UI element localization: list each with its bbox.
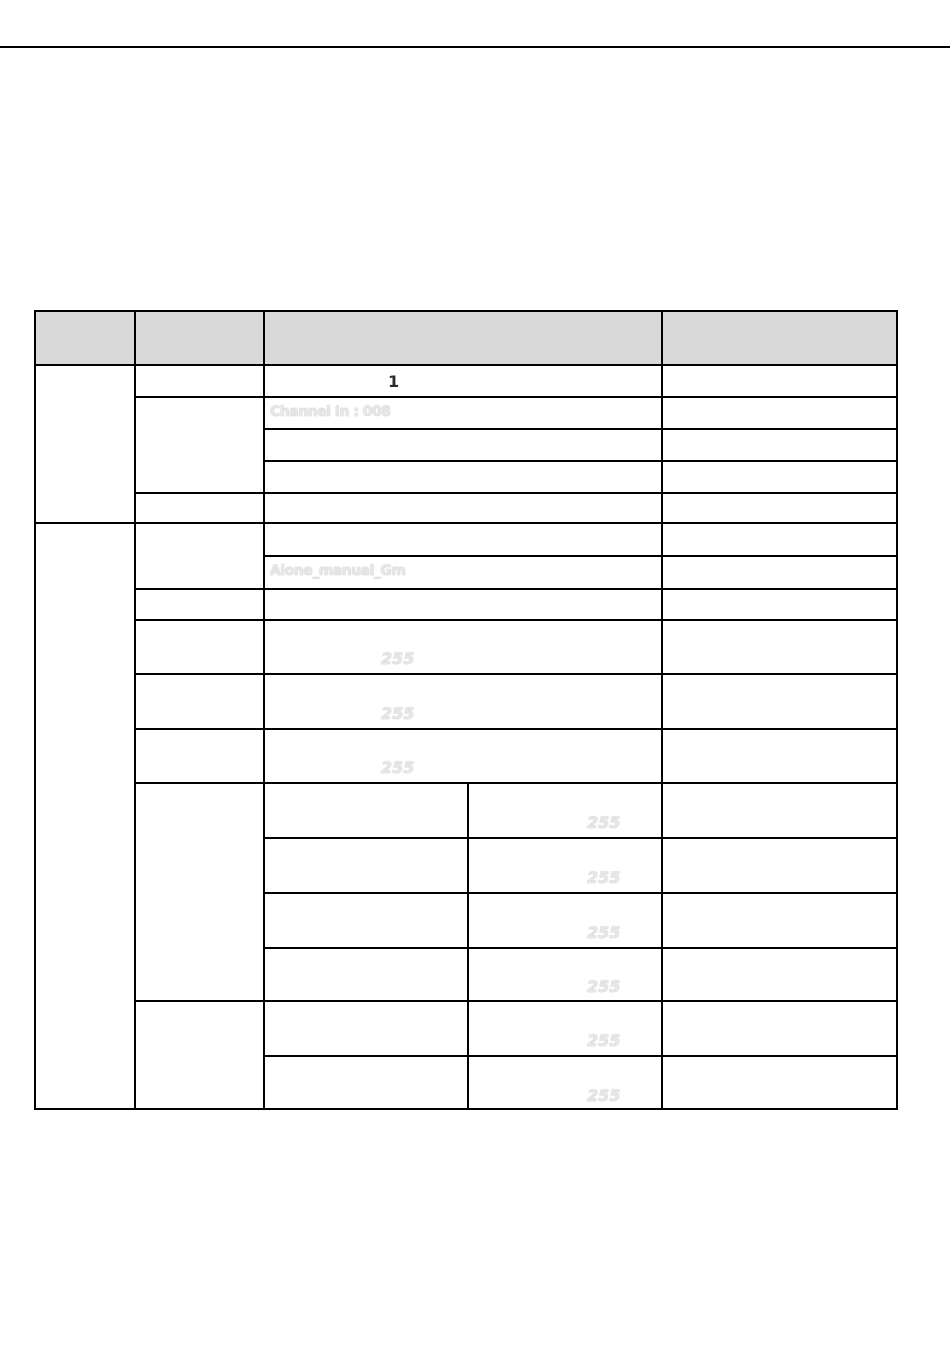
value-cell-6 bbox=[263, 522, 661, 557]
sub-cell-8 bbox=[134, 728, 263, 784]
split-right-3 bbox=[467, 892, 661, 949]
split-left-3 bbox=[263, 892, 469, 949]
value-cell-1 bbox=[263, 364, 661, 398]
note-cell-10 bbox=[661, 673, 898, 730]
split-left-1 bbox=[263, 782, 469, 839]
sub-cell-5 bbox=[134, 588, 263, 621]
header-cell-1 bbox=[34, 310, 134, 366]
value-cell-5 bbox=[263, 492, 661, 524]
sub-cell-4 bbox=[134, 522, 263, 590]
sub-cell-1 bbox=[134, 364, 263, 398]
split-right-2 bbox=[467, 837, 661, 894]
mode-label: Alone_manual_Gm bbox=[270, 563, 406, 579]
max-value-s4: 255 bbox=[587, 977, 621, 996]
sub-cell-3 bbox=[134, 492, 263, 524]
max-value-t2: 255 bbox=[587, 1086, 621, 1105]
max-value-r2: 255 bbox=[381, 704, 415, 723]
note-cell-4 bbox=[661, 460, 898, 494]
sub-cell-7 bbox=[134, 673, 263, 730]
note-cell-2 bbox=[661, 396, 898, 430]
value-cell-10 bbox=[263, 673, 661, 730]
sub-cell-9 bbox=[134, 782, 263, 1002]
max-value-r3: 255 bbox=[381, 758, 415, 777]
split-right-1 bbox=[467, 782, 661, 839]
split-left-4 bbox=[263, 947, 469, 1002]
sub-cell-6 bbox=[134, 619, 263, 675]
table-right-border bbox=[896, 310, 898, 1110]
split-left-5 bbox=[263, 1000, 469, 1057]
note-cell-3 bbox=[661, 428, 898, 462]
note-cell-15 bbox=[661, 947, 898, 1002]
row1-value: 1 bbox=[388, 372, 400, 391]
note-cell-8 bbox=[661, 588, 898, 621]
sub-cell-2 bbox=[134, 396, 263, 494]
note-cell-9 bbox=[661, 619, 898, 675]
max-value-s2: 255 bbox=[587, 868, 621, 887]
split-right-4 bbox=[467, 947, 661, 1002]
max-value-s1: 255 bbox=[587, 813, 621, 832]
value-cell-4 bbox=[263, 460, 661, 494]
value-cell-3 bbox=[263, 428, 661, 462]
max-value-r1: 255 bbox=[381, 649, 415, 668]
note-cell-14 bbox=[661, 892, 898, 949]
header-cell-4 bbox=[661, 310, 898, 366]
note-cell-5 bbox=[661, 492, 898, 524]
split-right-5 bbox=[467, 1000, 661, 1057]
value-cell-8 bbox=[263, 588, 661, 621]
note-cell-12 bbox=[661, 782, 898, 839]
table-bottom-border bbox=[34, 1108, 898, 1110]
note-cell-11 bbox=[661, 728, 898, 784]
note-cell-13 bbox=[661, 837, 898, 894]
max-value-s3: 255 bbox=[587, 923, 621, 942]
value-cell-11 bbox=[263, 728, 661, 784]
header-rule bbox=[0, 46, 950, 48]
split-right-6 bbox=[467, 1055, 661, 1110]
max-value-t1: 255 bbox=[587, 1031, 621, 1050]
split-left-2 bbox=[263, 837, 469, 894]
header-cell-2 bbox=[134, 310, 263, 366]
note-cell-6 bbox=[661, 522, 898, 557]
group-cell-a bbox=[34, 364, 134, 524]
group-cell-b bbox=[34, 522, 134, 1110]
split-left-6 bbox=[263, 1055, 469, 1110]
note-cell-1 bbox=[661, 364, 898, 398]
note-cell-7 bbox=[661, 555, 898, 590]
sub-cell-10 bbox=[134, 1000, 263, 1110]
channel-label: Channel In : 008 bbox=[270, 404, 391, 420]
value-cell-9 bbox=[263, 619, 661, 675]
header-cell-3 bbox=[263, 310, 661, 366]
note-cell-16 bbox=[661, 1000, 898, 1057]
note-cell-17 bbox=[661, 1055, 898, 1110]
